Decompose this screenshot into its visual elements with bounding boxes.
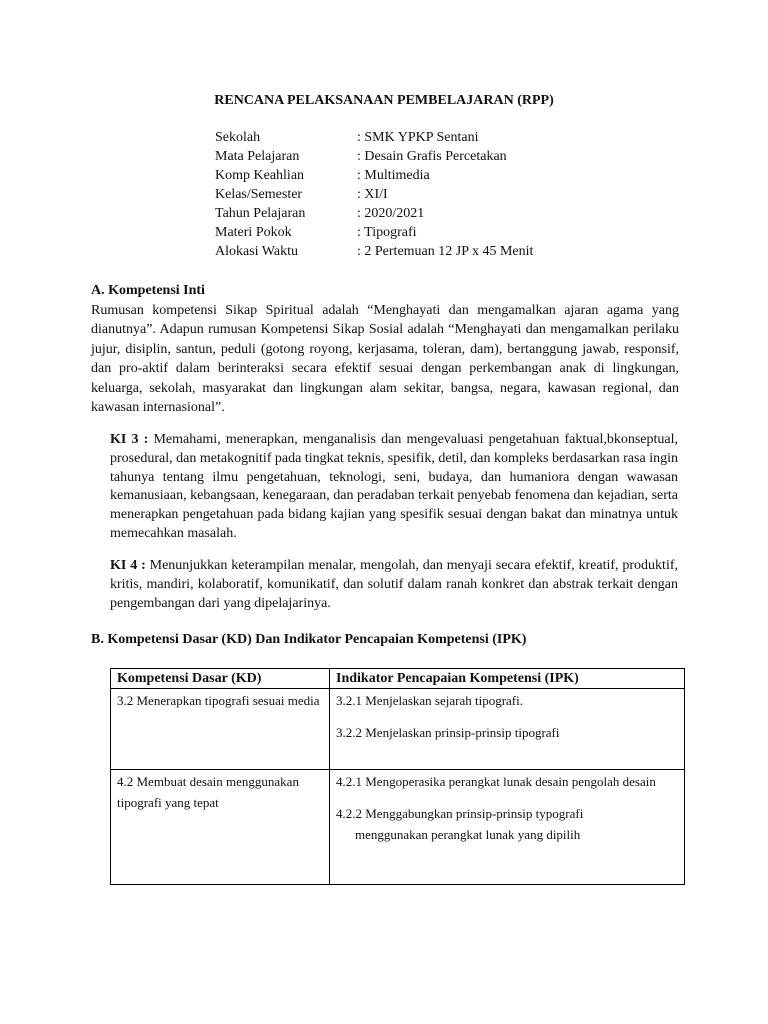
identity-row xyxy=(215,128,533,147)
identity-label: Mata Pelajaran xyxy=(215,149,300,164)
identity-value: : 2020/2021 xyxy=(357,206,425,221)
identity-label: Materi Pokok xyxy=(215,225,292,240)
identity-row xyxy=(215,204,533,223)
identity-label: Alokasi Waktu xyxy=(215,244,298,259)
ki4-label: KI 4 : xyxy=(110,558,146,573)
ipk-item: 4.2.2 Menggabungkan prinsip-prinsip typografi xyxy=(336,806,584,821)
ki4-paragraph xyxy=(110,557,678,613)
identity-row xyxy=(215,223,533,242)
ipk-item-continuation: menggunakan perangkat lunak yang dipilih xyxy=(355,827,581,842)
identity-value: : Multimedia xyxy=(357,168,430,183)
identity-label: Sekolah xyxy=(215,130,261,145)
kd-cell: 4.2 Membuat desain menggunakan tipografi yang tepat xyxy=(111,770,330,885)
ki3-paragraph xyxy=(110,431,678,544)
ipk-item: 4.2.1 Mengoperasika perangkat lunak desain pengolah desain xyxy=(336,774,656,789)
ipk-item: 3.2.1 Menjelaskan sejarah tipografi. xyxy=(336,693,523,708)
ki3-label: KI 3 : xyxy=(110,432,149,447)
kd-ipk-table xyxy=(110,668,685,885)
section-a xyxy=(91,281,679,418)
identity-value: : Desain Grafis Percetakan xyxy=(357,149,507,164)
ipk-cell xyxy=(330,689,685,770)
section-a-paragraph: Rumusan kompetensi Sikap Spiritual adalah “Menghayati dan mengamalkan ajaran agama yang dianutnya”. Adapun rumusan Kompetensi Sikap Sosial adalah “Menghayati dan mengamalkan perilaku jujur, disiplin, santun, peduli (gotong royong, kerjasama, toleran, dam), bertanggung jawab, responsif, dan pro-aktif dalam berinteraksi secara efektif sesuai dengan perkembangan anak di lingkungan, keluarga, sekolah, masyarakat dan lingkungan alam sekitar, bangsa, negara, kawasan regional, dan kawasan internasional”. xyxy=(91,302,679,415)
identity-label: Komp Keahlian xyxy=(215,168,305,183)
identity-row xyxy=(215,242,533,261)
table-row xyxy=(111,689,685,770)
section-b-heading: B. Kompetensi Dasar (KD) Dan Indikator Pencapaian Kompetensi (IPK) xyxy=(91,632,527,647)
table-row xyxy=(111,770,685,885)
table-header-row xyxy=(111,669,685,689)
identity-value: : 2 Pertemuan 12 JP x 45 Menit xyxy=(357,244,534,259)
section-a-heading: A. Kompetensi Inti xyxy=(91,283,205,298)
ki4-text: Menunjukkan keterampilan menalar, mengolah, dan menyaji secara efektif, kreatif, produktif, kritis, mandiri, kolaboratif, komunikatif, dan solutif dalam ranah konkret dan abstrak terkait dengan pengembangan dari yang dipelajarinya. xyxy=(110,558,679,611)
table-header-kd: Kompetensi Dasar (KD) xyxy=(111,669,330,689)
identity-label: Kelas/Semester xyxy=(215,187,303,202)
identity-row xyxy=(215,185,533,204)
identity-value: : SMK YPKP Sentani xyxy=(357,130,479,145)
document-title: RENCANA PELAKSANAAN PEMBELAJARAN (RPP) xyxy=(214,93,554,108)
identity-table xyxy=(215,128,533,261)
identity-row xyxy=(215,166,533,185)
identity-label: Tahun Pelajaran xyxy=(215,206,306,221)
kd-cell: 3.2 Menerapkan tipografi sesuai media xyxy=(111,689,330,770)
identity-value: : XI/I xyxy=(357,187,388,202)
ki3-text: Memahami, menerapkan, menganalisis dan mengevaluasi pengetahuan faktual,bkonseptual, prosedural, dan metakognitif pada tingkat teknis, spesifik, detil, dan kompleks berdasarkan rasa ingin tahunya tentang ilmu pengetahuan, teknologi, seni, budaya, dan humaniora dengan wawasan kemanusiaan, kebangsaan, kenegaraan, dan peradaban terkait penyebab fenomena dan kejadian, serta menerapkan pengetahuan pada bidang kajian yang spesifik sesuai dengan bakat dan minatnya untuk memecahkan masalah. xyxy=(110,432,679,541)
identity-value: : Tipografi xyxy=(357,225,417,240)
ipk-item: 3.2.2 Menjelaskan prinsip-prinsip tipografi xyxy=(336,725,560,740)
table-header-ipk: Indikator Pencapaian Kompetensi (IPK) xyxy=(330,669,685,689)
ipk-cell xyxy=(330,770,685,885)
identity-row xyxy=(215,147,533,166)
